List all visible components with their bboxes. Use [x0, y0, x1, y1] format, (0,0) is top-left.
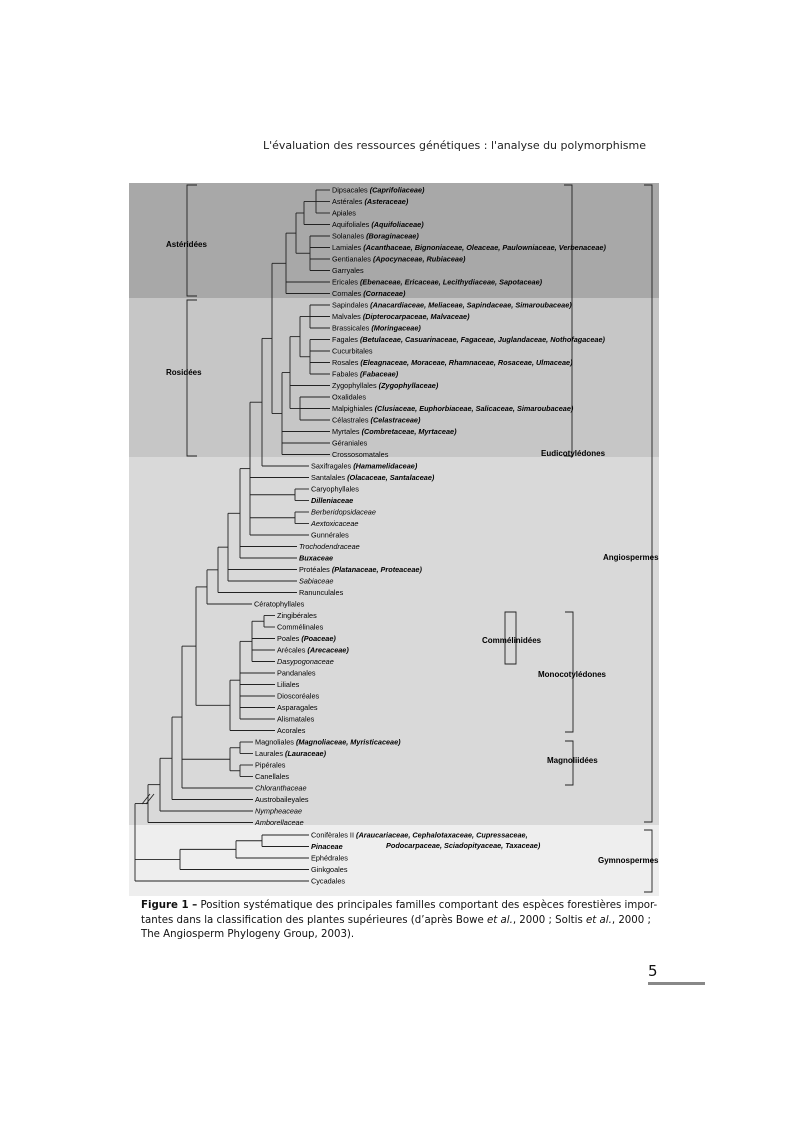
- group-label-gymnospermes: Gymnospermes: [598, 856, 659, 865]
- taxon-label: Asparagales: [277, 703, 318, 713]
- figure-caption: [141, 899, 661, 943]
- taxon-label: Aquifoliales (Aquifoliaceae): [332, 220, 424, 230]
- group-label-angiospermes: Angiospermes: [603, 553, 659, 562]
- taxon-label: Berberidopsidaceae: [311, 507, 376, 517]
- group-label-asteridees: Astéridées: [166, 240, 207, 249]
- taxon-label: Cycadales: [311, 876, 346, 886]
- taxon-label: Nympheaceae: [255, 806, 303, 816]
- taxon-label: Géraniales: [332, 438, 368, 448]
- group-label-eudicotyledones: Eudicotylédones: [541, 449, 606, 458]
- taxon-label: Rosales (Eleagnaceae, Moraceae, Rhamnaceae, Rosaceae, Ulmaceae): [332, 358, 573, 368]
- group-label-commelinidees: Commélinidées: [482, 636, 542, 645]
- taxon-label: Protéales (Platanaceae, Proteaceae): [299, 565, 422, 575]
- taxon-label: Dioscoréales: [277, 691, 320, 701]
- taxon-label: Gentianales (Apocynaceae, Rubiaceae): [332, 254, 466, 264]
- taxon-label: Cornales (Cornaceae): [332, 289, 406, 299]
- taxon-label: Ephédrales: [311, 853, 348, 863]
- angiosperm-band: [129, 457, 659, 828]
- running-header: L'évaluation des ressources génétiques : l'analyse du polymorphisme: [262, 139, 646, 152]
- taxon-label: Canellales: [255, 772, 290, 782]
- taxon-label: Poales (Poaceae): [277, 634, 336, 644]
- taxon-label: Apiales: [332, 208, 356, 218]
- caption-etal-1: et al.: [487, 914, 513, 926]
- taxon-label: Dipsacales (Caprifoliaceae): [332, 185, 425, 195]
- group-label-rosidees: Rosidées: [166, 368, 202, 377]
- taxon-label: Malvales (Dipterocarpaceae, Malvaceae): [332, 312, 470, 322]
- page-number: 5: [648, 962, 658, 980]
- taxon-label: Solanales (Boraginaceae): [332, 231, 419, 241]
- taxon-label: Ginkgoales: [311, 865, 348, 875]
- taxon-label: Sapindales (Anacardiaceae, Meliaceae, Sapindaceae, Simaroubaceae): [332, 300, 572, 310]
- caption-label: Figure 1 –: [141, 900, 198, 911]
- taxon-label: Saxifragales (Hamamelidaceae): [311, 461, 418, 471]
- caption-text-2: , 2000 ; Soltis: [512, 914, 587, 926]
- taxon-label: Célastrales (Celastraceae): [332, 415, 421, 425]
- taxon-label: Dilleniaceae: [311, 496, 354, 506]
- taxon-label: Dasypogonaceae: [277, 657, 334, 667]
- taxon-label: Ranunculales: [299, 588, 344, 598]
- group-label-monocotyledones: Monocotylédones: [538, 670, 607, 679]
- taxon-label: Oxalidales: [332, 392, 367, 402]
- taxon-label: Austrobaileyales: [255, 795, 309, 805]
- taxon-label: Zygophyllales (Zygophyllaceae): [332, 381, 439, 391]
- taxon-label: Pipérales: [255, 760, 286, 770]
- taxon-label: Pandanales: [277, 668, 316, 678]
- taxon-label: Laurales (Lauraceae): [255, 749, 326, 759]
- taxon-label: Caryophyllales: [311, 484, 359, 494]
- page-number-rule: [648, 982, 705, 985]
- taxon-label: Arécales (Arecaceae): [277, 645, 349, 655]
- conifer-families-line2: Podocarpaceae, Sciadopityaceae, Taxaceae): [386, 841, 541, 850]
- taxon-label: Acorales: [277, 726, 306, 736]
- taxon-label: Amborellaceae: [255, 818, 304, 828]
- taxon-label: Conifèrales II (Araucariaceae, Cephalotaxaceae, Cupressaceae,: [311, 830, 528, 840]
- taxon-label: Chloranthaceae: [255, 783, 307, 793]
- taxon-label: Crossosomatales: [332, 450, 389, 460]
- taxon-label: Liliales: [277, 680, 300, 690]
- taxon-label: Zingibérales: [277, 611, 317, 621]
- taxon-label: Brassicales (Moringaceae): [332, 323, 421, 333]
- taxon-label: Fagales (Betulaceae, Casuarinaceae, Fagaceae, Juglandaceae, Nothofagaceae): [332, 335, 605, 345]
- caption-etal-2: et al.: [586, 914, 612, 926]
- taxon-label: Astérales (Asteraceae): [332, 197, 409, 207]
- taxon-label: Alismatales: [277, 714, 315, 724]
- taxon-label: Pinaceae: [311, 842, 343, 852]
- taxon-label: Buxaceae: [299, 553, 334, 563]
- taxon-label: Malpighiales (Clusiaceae, Euphorbiaceae, Salicaceae, Simaroubaceae): [332, 404, 574, 414]
- taxon-label: Garryales: [332, 266, 364, 276]
- taxon-label: Aextoxicaceae: [311, 519, 359, 529]
- taxon-label: Santalales (Olacaceae, Santalaceae): [311, 473, 435, 483]
- taxon-label: Gunnérales: [311, 530, 349, 540]
- taxon-label: Trochodendraceae: [299, 542, 360, 552]
- taxon-label: Cératophyllales: [254, 599, 305, 609]
- group-label-magnoliidees: Magnoliidées: [547, 756, 598, 765]
- taxon-label: Fabales (Fabaceae): [332, 369, 399, 379]
- taxon-label: Commélinales: [277, 622, 324, 632]
- taxon-label: Lamiales (Acanthaceae, Bignoniaceae, Oleaceae, Paulowniaceae, Verbenaceae): [332, 243, 606, 253]
- caption-text-3: , 2000 ; The Angiosperm Phylogeny Group, 2003).: [141, 914, 651, 940]
- caption-text-1: Position systématique des principales familles comportant des espèces forestières impor- tantes dans la classification des plantes supérieures (d’après Bowe: [141, 900, 658, 926]
- taxon-label: Ericales (Ebenaceae, Ericaceae, Lecithydiaceae, Sapotaceae): [332, 277, 543, 287]
- taxon-label: Myrtales (Combretaceae, Myrtaceae): [332, 427, 457, 437]
- taxon-label: Magnoliales (Magnoliaceae, Myristicaceae): [255, 737, 401, 747]
- taxon-label: Sabiaceae: [299, 576, 334, 586]
- taxon-label: Cucurbitales: [332, 346, 373, 356]
